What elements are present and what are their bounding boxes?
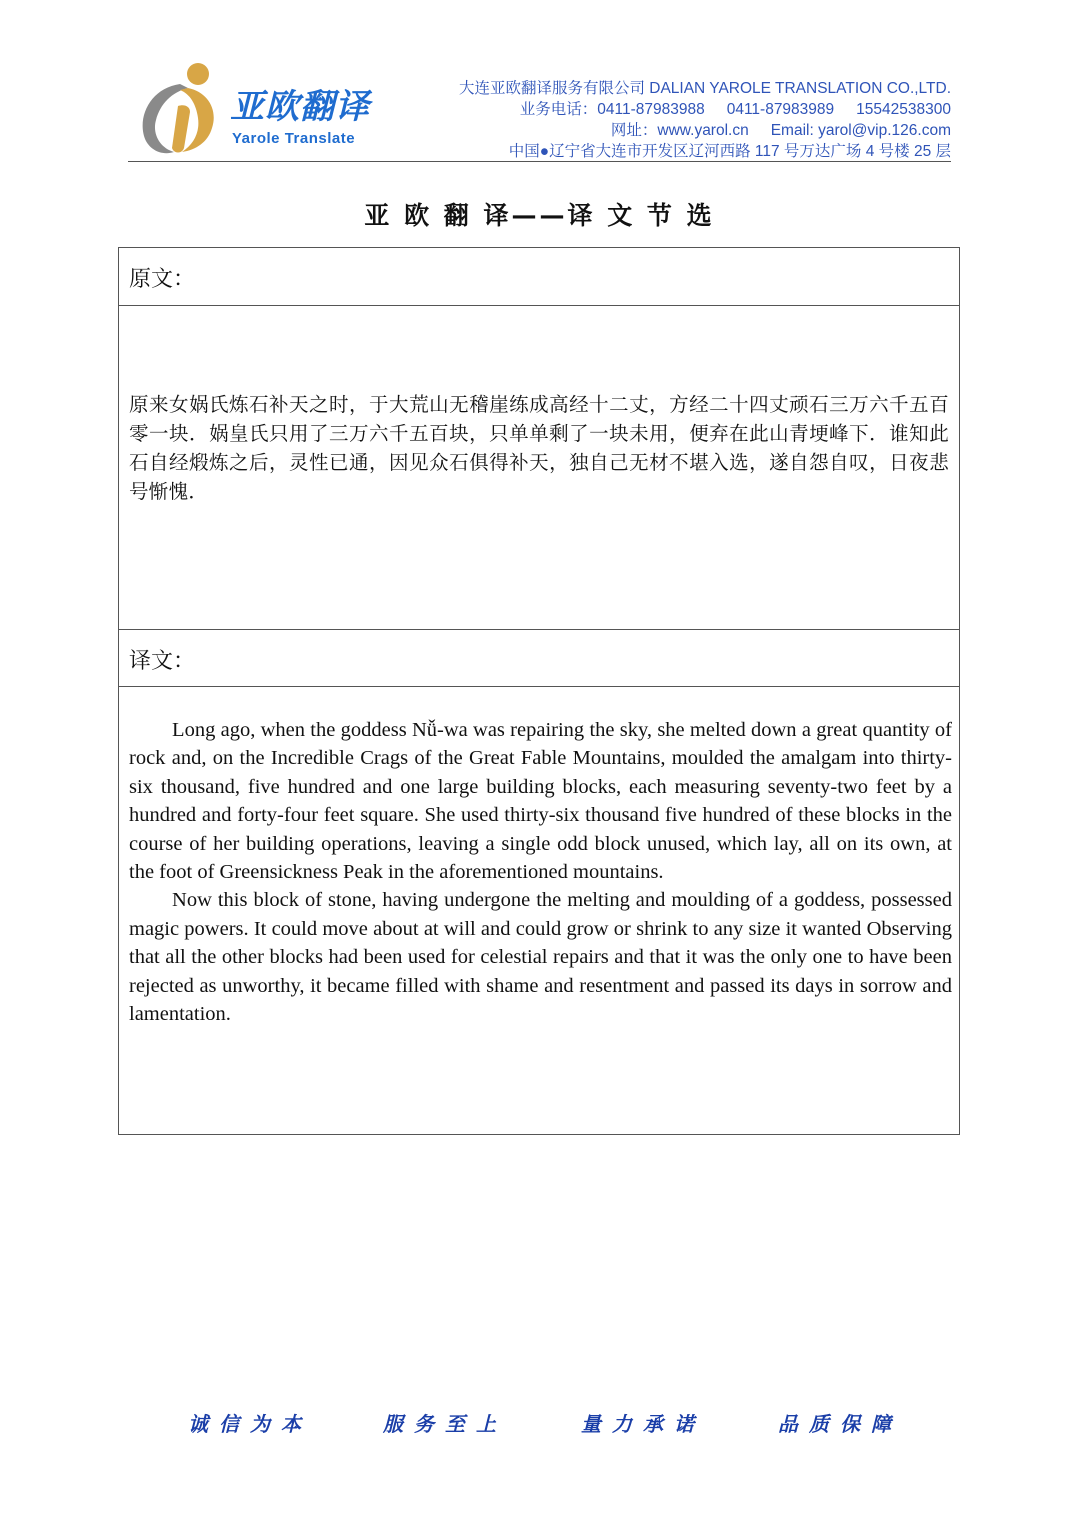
phone-label: 业务电话： [519, 101, 598, 118]
target-paragraph: Now this block of stone, having undergone the melting and moulding of a goddess, possessed magic powers. It could move about at will and could grow or shrink to any size it wanted Observing that all the other blocks had been used for celestial repairs and that it was the only one to have been rejected as unworthy, it became filled with shame and resentment and passed its days in sorrow and lamentation. [129, 889, 952, 1026]
target-label: 译文： [129, 649, 196, 674]
phone-line [459, 99, 951, 120]
slogan: 量力承诺 [581, 1412, 705, 1436]
email-link[interactable]: Email: yarol@vip.126.com [770, 122, 951, 139]
web-line [459, 120, 951, 141]
web-label: 网址： [610, 122, 658, 139]
target-label-row [119, 629, 959, 687]
slogan: 服务至上 [383, 1412, 507, 1436]
target-paragraph: Long ago, when the goddess Nǚ-wa was repairing the sky, she melted down a great quantity of rock and, on the Incredible Crags of the Great Fable Mountains, moulded the amalgam into thirty-six thousand, five hundred and one large building blocks, each measuring seventy-two feet by a hundred and forty-four feet square. She used thirty-six thousand five hundred of these blocks in the course of her building operations, leaving a single odd block unused, which lay, all on its own, at the foot of Greensickness Peak in the aforementioned mountains. [129, 719, 952, 884]
source-text: 原来女娲氏炼石补天之时，于大荒山无稽崖练成高经十二丈，方经二十四丈顽石三万六千五百零一块．娲皇氏只用了三万六千五百块，只单单剩了一块未用，便弃在此山青埂峰下．谁知此石自经煅炼之后，灵性已通，因见众石俱得补天，独自己无材不堪入选，遂自怨自叹，日夜悲号惭愧． [129, 393, 949, 503]
header-divider [128, 161, 951, 162]
translation-table [118, 247, 960, 1135]
source-label: 原文： [129, 267, 196, 292]
yarole-logo-icon [138, 62, 228, 158]
company-contact-block [459, 78, 951, 162]
logo-text-en: Yarole Translate [232, 130, 356, 147]
slogan: 诚信为本 [188, 1412, 312, 1436]
phone-number: 0411-87983989 [726, 101, 835, 118]
address: 中国●辽宁省大连市开发区辽河西路 117 号万达广场 4 号楼 25 层 [508, 143, 951, 160]
phone-number: 0411-87983988 [597, 101, 705, 118]
logo-text-cn: 亚欧翻译 [230, 87, 370, 127]
company-name: 大连亚欧翻译服务有限公司 DALIAN YAROLE TRANSLATION CO.,LTD. [458, 80, 951, 97]
source-label-row [119, 248, 959, 306]
slogan: 品质保障 [778, 1412, 902, 1436]
footer-slogans [0, 1408, 1079, 1438]
company-logo [138, 62, 408, 158]
website-link[interactable]: www.yarol.cn [657, 122, 749, 139]
document-title: 亚 欧 翻 译——译 文 节 选 [364, 201, 715, 230]
phone-number: 15542538300 [856, 101, 951, 118]
target-text [129, 716, 952, 1028]
